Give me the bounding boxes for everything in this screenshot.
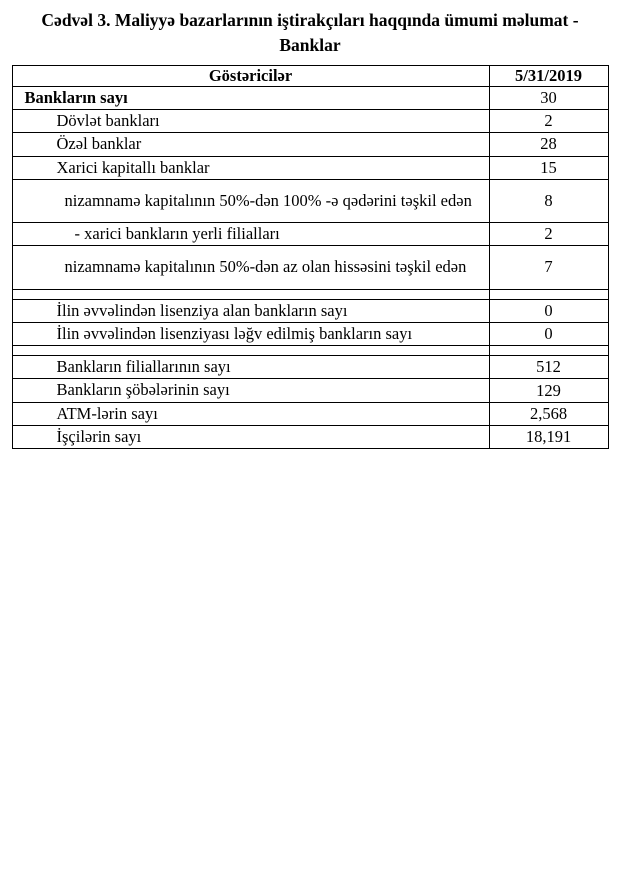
row-label: Özəl banklar	[12, 133, 489, 156]
row-label: İlin əvvəlindən lisenziyası ləğv edilmiş bankların sayı	[12, 322, 489, 345]
table-row	[12, 299, 608, 322]
row-value: 0	[489, 299, 608, 322]
table-header-row	[12, 65, 608, 86]
row-value: 18,191	[489, 425, 608, 448]
group-separator	[12, 289, 608, 299]
column-header-indicator: Göstəricilər	[12, 65, 489, 86]
table-row	[12, 246, 608, 289]
row-value: 30	[489, 86, 608, 109]
table-row	[12, 402, 608, 425]
table-header	[12, 65, 608, 86]
table-row	[12, 379, 608, 402]
column-header-date: 5/31/2019	[489, 65, 608, 86]
table-row	[12, 322, 608, 345]
row-label: Dövlət bankları	[12, 110, 489, 133]
row-label: Xarici kapitallı banklar	[12, 156, 489, 179]
row-label: nizamnamə kapitalının 50%-dən az olan hissəsini təşkil edən	[12, 246, 489, 289]
row-value: 28	[489, 133, 608, 156]
row-value: 129	[489, 379, 608, 402]
row-value: 0	[489, 322, 608, 345]
table-row	[12, 223, 608, 246]
row-value: 8	[489, 179, 608, 222]
row-label: İlin əvvəlindən lisenziya alan bankların sayı	[12, 299, 489, 322]
row-value: 2	[489, 223, 608, 246]
row-value: 512	[489, 356, 608, 379]
table-row	[12, 86, 608, 109]
row-label: Bankların şöbələrinin sayı	[12, 379, 489, 402]
row-label: - xarici bankların yerli filialları	[12, 223, 489, 246]
table-row	[12, 156, 608, 179]
row-label: Bankların filiallarının sayı	[12, 356, 489, 379]
row-label: Bankların sayı	[12, 86, 489, 109]
row-value: 15	[489, 156, 608, 179]
row-value: 2,568	[489, 402, 608, 425]
table-row	[12, 110, 608, 133]
table-row	[12, 179, 608, 222]
table-row	[12, 356, 608, 379]
group-separator	[12, 346, 608, 356]
row-label: ATM-lərin sayı	[12, 402, 489, 425]
table-row	[12, 133, 608, 156]
table-body	[12, 86, 608, 448]
page-title: Cədvəl 3. Maliyyə bazarlarının iştirakçıları haqqında ümumi məlumat - Banklar	[41, 10, 579, 56]
row-value: 2	[489, 110, 608, 133]
row-label: İşçilərin sayı	[12, 425, 489, 448]
row-label: nizamnamə kapitalının 50%-dən 100% -ə qədərini təşkil edən	[12, 179, 489, 222]
row-value: 7	[489, 246, 608, 289]
table-row	[12, 425, 608, 448]
banks-summary-table	[12, 65, 609, 449]
